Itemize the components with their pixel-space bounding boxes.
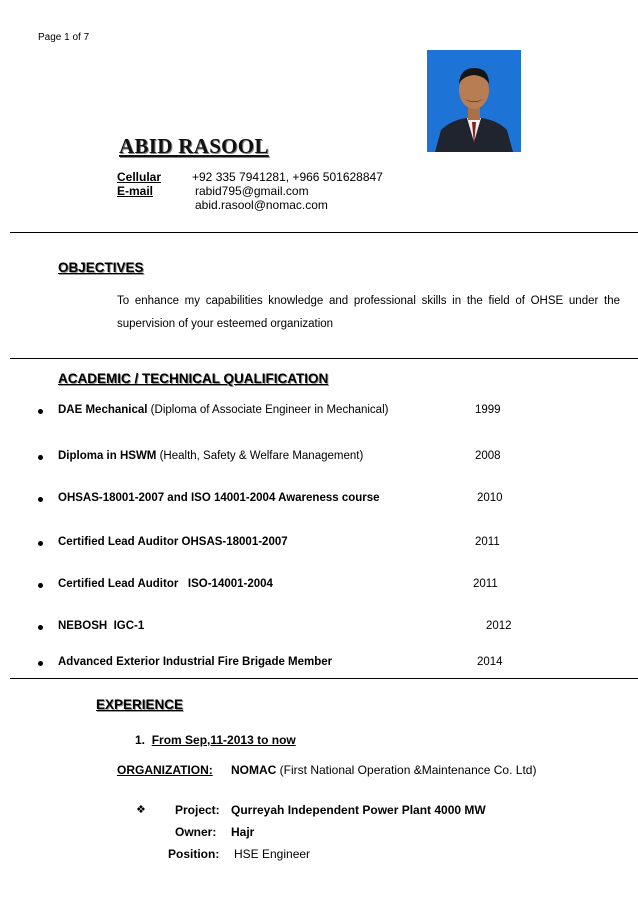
owner-value: Hajr	[231, 825, 255, 839]
bullet-icon	[38, 455, 43, 460]
experience-heading: EXPERIENCE	[96, 697, 184, 712]
list-item: NEBOSH IGC-1 2012	[38, 620, 638, 636]
divider	[10, 232, 638, 233]
organization-label: ORGANIZATION:	[117, 763, 213, 777]
position-label: Position:	[168, 847, 220, 861]
divider	[10, 678, 638, 679]
email-value-1: rabid795@gmail.com	[195, 184, 309, 198]
organization-value: NOMAC (First National Operation &Maintenance Co. Ltd)	[231, 763, 537, 777]
objectives-heading: OBJECTIVES	[58, 260, 144, 275]
bullet-icon	[38, 661, 43, 666]
diamond-bullet-icon: ❖	[136, 804, 146, 816]
project-value: Qurreyah Independent Power Plant 4000 MW	[231, 803, 486, 817]
qualification-year: 2012	[486, 620, 512, 632]
list-item: Diploma in HSWM (Health, Safety & Welfare Management) 2008	[38, 450, 638, 466]
objectives-text: To enhance my capabilities knowledge and professional skills in the field of OHSE under the supervision of your esteemed organization	[117, 295, 620, 330]
candidate-name: ABID RASOOL	[119, 134, 269, 158]
bullet-icon	[38, 541, 43, 546]
qualification-year: 2010	[477, 492, 503, 504]
email-label: E-mail	[117, 184, 154, 198]
bullet-icon	[38, 409, 43, 414]
profile-photo	[427, 50, 521, 152]
qualification-year: 2008	[475, 450, 501, 462]
email-value-2: abid.rasool@nomac.com	[195, 198, 328, 212]
qualification-year: 2011	[473, 578, 498, 590]
cellular-label: Cellular	[117, 170, 162, 184]
list-item: Advanced Exterior Industrial Fire Brigade Member 2014	[38, 656, 638, 672]
experience-entry-heading: 1. From Sep,11-2013 to now	[135, 733, 296, 747]
list-item: DAE Mechanical (Diploma of Associate Engineer in Mechanical) 1999	[38, 404, 638, 420]
cellular-value: +92 335 7941281, +966 501628847	[192, 170, 383, 184]
list-item: OHSAS-18001-2007 and ISO 14001-2004 Awareness course 2010	[38, 492, 638, 508]
position-value: HSE Engineer	[234, 847, 311, 861]
page-indicator: Page 1 of 7	[38, 32, 90, 43]
qualification-year: 1999	[475, 404, 501, 416]
qualification-year: 2014	[477, 656, 503, 668]
qualification-year: 2011	[475, 536, 500, 548]
qualification-heading: ACADEMIC / TECHNICAL QUALIFICATION	[58, 371, 329, 386]
bullet-icon	[38, 583, 43, 588]
organization-row	[117, 763, 213, 777]
bullet-icon	[38, 625, 43, 630]
divider	[10, 358, 638, 359]
owner-label: Owner:	[175, 825, 217, 839]
list-item: Certified Lead Auditor OHSAS-18001-2007 2011	[38, 536, 638, 552]
list-item: Certified Lead Auditor ISO-14001-2004 2011	[38, 578, 638, 594]
project-label: Project:	[175, 803, 220, 817]
bullet-icon	[38, 497, 43, 502]
